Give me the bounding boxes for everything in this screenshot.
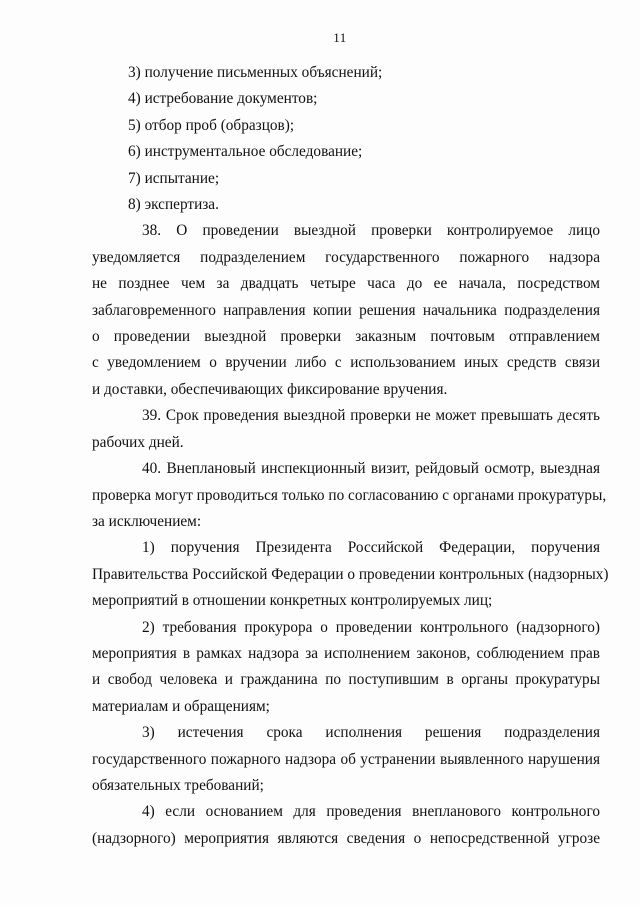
text-line: мероприятия в рамках надзора за исполнением законов, соблюдением прав [92,644,600,662]
text-line: 40. Внеплановый инспекционный визит, рейдовый осмотр, выездная [142,460,600,478]
paragraph-39 [92,403,600,456]
exception-item-4 [92,799,600,852]
text-line: Правительства Российской Федерации о проведении контрольных (надзорных) [92,565,609,583]
text-line: 2) требования прокурора о проведении контрольного (надзорного) [142,618,600,636]
list-item: 7) испытание; [128,169,220,187]
exception-item-2 [92,615,600,721]
text-line: обязательных требований; [92,776,264,794]
text-line: не позднее чем за двадцать четыре часа до ее начала, посредством [92,275,600,293]
text-line: 38. О проведении выездной проверки контролируемое лицо [142,222,600,240]
text-line: государственного пожарного надзора об устранении выявленного нарушения [92,750,600,768]
text-line: о проведении выездной проверки заказным почтовым отправлением [92,328,600,346]
text-line: проверка могут проводиться только по согласованию с органами прокуратуры, [92,486,607,504]
text-line: 1) поручения Президента Российской Федерации, поручения [142,539,600,557]
text-line: 4) если основанием для проведения внепланового контрольного [142,803,600,821]
text-line: за исключением: [92,512,202,530]
text-line: и доставки, обеспечивающих фиксирование вручения. [92,380,448,398]
text-line: материалам и обращениям; [92,697,270,715]
text-line: мероприятий в отношении конкретных контролируемых лиц; [92,592,493,610]
list-item: 6) инструментальное обследование; [128,143,363,161]
list-item: 4) истребование документов; [128,90,318,108]
exception-item-3 [92,720,600,799]
text-line: 39. Срок проведения выездной проверки не может превышать десять [142,407,600,425]
text-line: (надзорного) мероприятия являются сведения о непосредственной угрозе [92,829,600,847]
text-line: и свобод человека и гражданина по поступившим в органы прокуратуры [92,671,600,689]
page-number: 11 [333,30,347,45]
text-line: с уведомлением о вручении либо с использованием иных средств связи [92,354,600,372]
exception-item-1 [92,535,609,614]
list-item: 5) отбор проб (образцов); [128,116,295,134]
paragraph-40 [92,456,607,535]
paragraph-38 [92,218,600,403]
text-line: рабочих дней. [92,433,184,451]
text-line: заблаговременного направления копии решения начальника подразделения [92,301,600,319]
document-body [92,60,609,852]
list-item: 3) получение письменных объяснений; [128,64,383,81]
text-line: уведомляется подразделением государственного пожарного надзора [92,248,600,266]
list-item: 8) экспертиза. [128,196,219,214]
text-line: 3) истечения срока исполнения решения подразделения [142,724,600,742]
